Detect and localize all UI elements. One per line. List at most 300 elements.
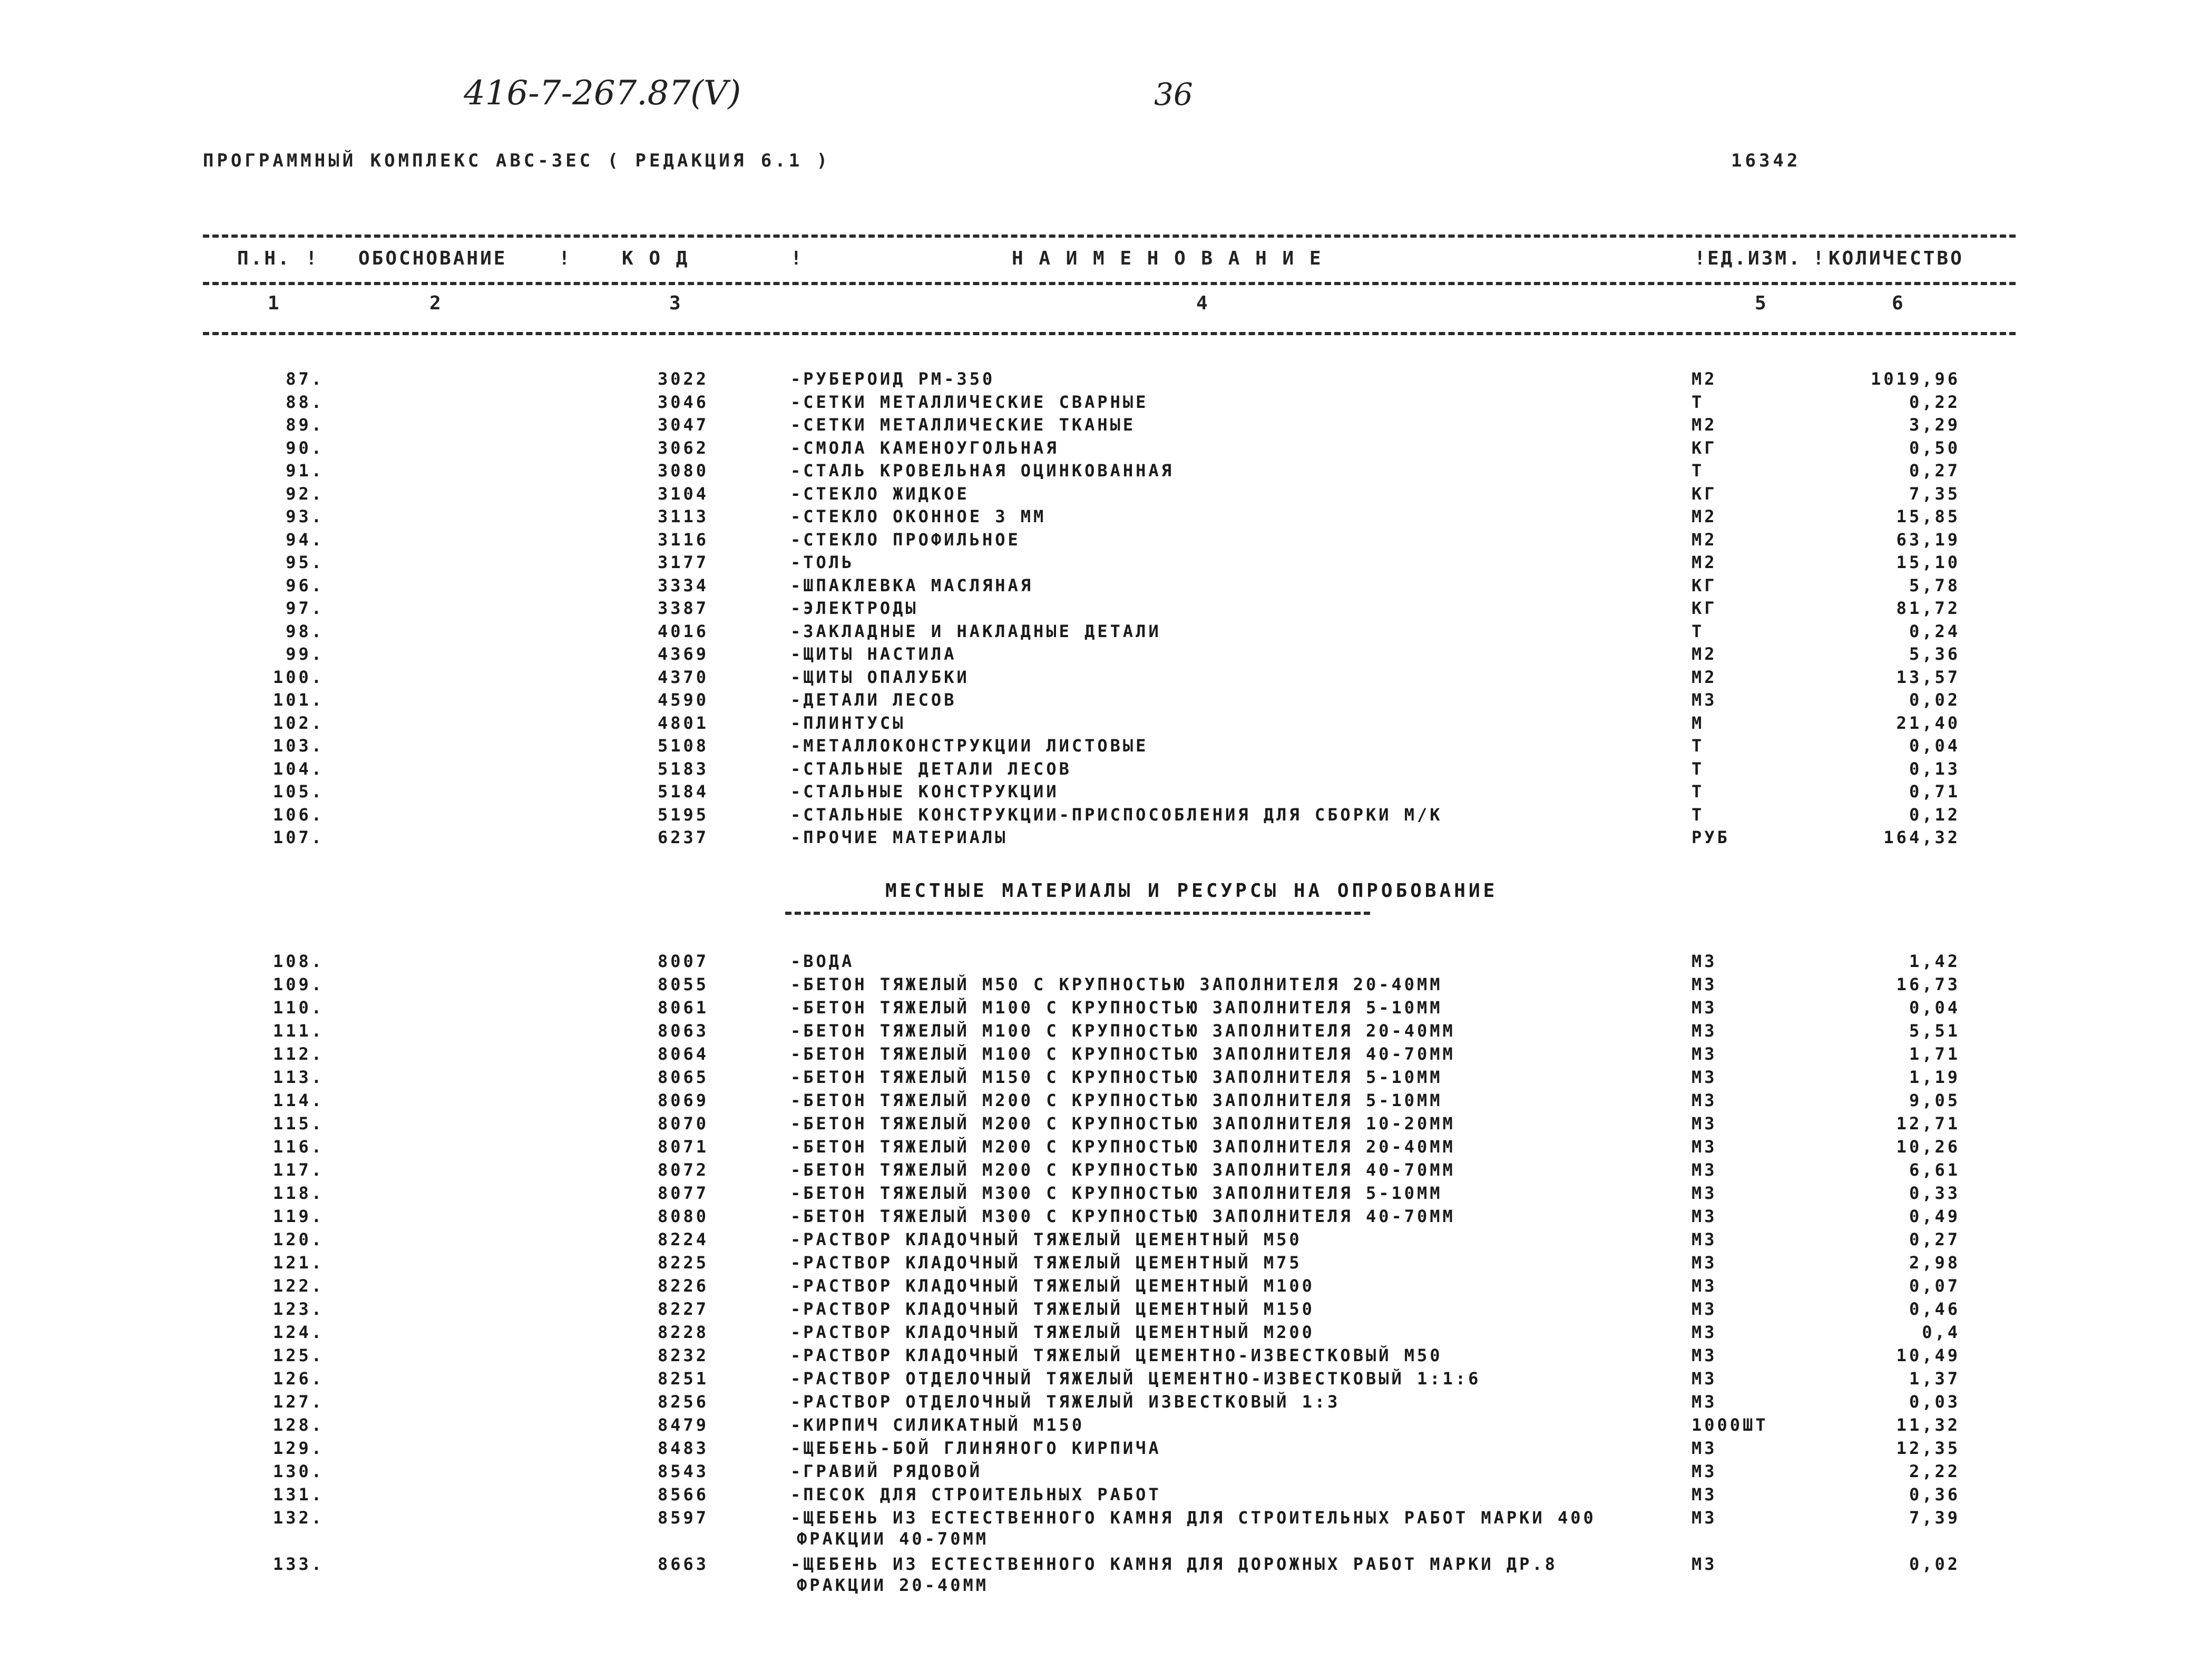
- row-code: 6237: [657, 827, 709, 847]
- row-code: 3047: [657, 415, 709, 435]
- row-code: 8663: [657, 1554, 709, 1574]
- row-number: 125.: [272, 1345, 324, 1365]
- col-header-name: Н А И М Е Н О В А Н И Е: [1012, 248, 1323, 269]
- row-number: 118.: [272, 1183, 324, 1203]
- table-row: [0, 782, 2209, 805]
- table-row: [0, 805, 2209, 828]
- row-name: -ВОДА: [790, 951, 855, 971]
- row-quantity: 5,51: [1909, 1021, 1960, 1041]
- row-name: -БЕТОН ТЯЖЕЛЫЙ М150 С КРУПНОСТЬЮ ЗАПОЛНИТЕЛЯ 5-10ММ: [790, 1067, 1443, 1087]
- table-row: [0, 1369, 2209, 1392]
- row-quantity: 164,32: [1883, 827, 1960, 847]
- row-quantity: 0,04: [1909, 998, 1960, 1018]
- table-row: [0, 1322, 2209, 1345]
- row-quantity: 0,50: [1909, 437, 1960, 458]
- row-unit: М3: [1692, 1322, 1717, 1342]
- row-number: 111.: [272, 1021, 324, 1041]
- row-quantity: 5,78: [1909, 575, 1960, 595]
- row-number: 114.: [272, 1090, 324, 1110]
- row-name: -СТЕКЛО ПРОФИЛЬНОЕ: [790, 529, 1021, 550]
- row-name: -БЕТОН ТЯЖЕЛЫЙ М200 С КРУПНОСТЬЮ ЗАПОЛНИТЕЛЯ 40-70ММ: [790, 1160, 1455, 1180]
- row-number: 108.: [272, 951, 324, 971]
- row-unit: М3: [1692, 1345, 1717, 1365]
- row-unit: М3: [1692, 1090, 1717, 1110]
- table-row: [0, 369, 2209, 392]
- col-separator: !: [1694, 248, 1708, 269]
- row-number: 95.: [286, 552, 324, 572]
- table-row: [0, 1183, 2209, 1206]
- row-unit: М3: [1692, 1229, 1717, 1249]
- row-quantity: 1,42: [1909, 951, 1960, 971]
- row-name: -БЕТОН ТЯЖЕЛЫЙ М200 С КРУПНОСТЬЮ ЗАПОЛНИТЕЛЯ 5-10ММ: [790, 1090, 1443, 1110]
- col-separator: !: [559, 248, 572, 269]
- row-name: -РАСТВОР КЛАДОЧНЫЙ ТЯЖЕЛЫЙ ЦЕМЕНТНЫЙ М200: [790, 1322, 1315, 1342]
- row-name: -СЕТКИ МЕТАЛЛИЧЕСКИЕ СВАРНЫЕ: [790, 392, 1149, 412]
- row-number: 96.: [286, 575, 324, 595]
- row-code: 3046: [657, 392, 709, 412]
- row-quantity: 0,27: [1909, 1229, 1960, 1249]
- row-code: 8483: [657, 1438, 709, 1458]
- row-name: -БЕТОН ТЯЖЕЛЫЙ М200 С КРУПНОСТЬЮ ЗАПОЛНИТЕЛЯ 10-20ММ: [790, 1114, 1455, 1134]
- row-code: 8072: [657, 1160, 709, 1180]
- row-quantity: 12,71: [1896, 1114, 1960, 1134]
- row-quantity: 21,40: [1896, 712, 1960, 733]
- row-quantity: 0,02: [1909, 1554, 1960, 1574]
- row-number: 99.: [286, 644, 324, 664]
- row-code: 8069: [657, 1090, 709, 1110]
- row-code: 8061: [657, 998, 709, 1018]
- row-unit: Т: [1692, 461, 1705, 481]
- row-number: 90.: [286, 437, 324, 458]
- row-code: 8077: [657, 1183, 709, 1203]
- row-code: 8063: [657, 1021, 709, 1041]
- row-unit: М3: [1692, 1253, 1717, 1273]
- table-row: [0, 1206, 2209, 1229]
- row-number: 122.: [272, 1276, 324, 1296]
- row-unit: Т: [1692, 804, 1705, 825]
- header-rule-top: [203, 235, 2016, 238]
- table-row: [0, 644, 2209, 667]
- row-number: 126.: [272, 1369, 324, 1389]
- row-quantity: 10,26: [1896, 1137, 1960, 1157]
- row-code: 8007: [657, 951, 709, 971]
- row-quantity: 2,22: [1909, 1461, 1960, 1481]
- row-code: 8251: [657, 1369, 709, 1389]
- table-row: [0, 951, 2209, 974]
- table-row: [0, 1044, 2209, 1067]
- row-unit: М3: [1692, 1461, 1717, 1481]
- row-quantity: 0,46: [1909, 1299, 1960, 1319]
- row-quantity: 0,71: [1909, 782, 1960, 802]
- row-code: 8227: [657, 1299, 709, 1319]
- row-name: -КИРПИЧ СИЛИКАТНЫЙ М150: [790, 1415, 1085, 1435]
- table-row: [0, 1392, 2209, 1415]
- row-number: 124.: [272, 1322, 324, 1342]
- row-name: -ЩИТЫ НАСТИЛА: [790, 644, 957, 664]
- table-row: [0, 1345, 2209, 1369]
- row-number: 133.: [272, 1554, 324, 1574]
- table-row: [0, 1484, 2209, 1508]
- col-separator: !: [306, 248, 319, 269]
- table-row: [0, 598, 2209, 621]
- row-quantity: 81,72: [1896, 598, 1960, 618]
- row-number: 93.: [286, 506, 324, 526]
- row-quantity: 7,39: [1909, 1508, 1960, 1528]
- table-row: [0, 1229, 2209, 1253]
- row-unit: Т: [1692, 621, 1705, 641]
- row-code: 4370: [657, 667, 709, 687]
- row-code: 3113: [657, 506, 709, 526]
- row-unit: КГ: [1692, 598, 1717, 618]
- row-quantity: 0,49: [1909, 1206, 1960, 1226]
- row-quantity: 0,22: [1909, 392, 1960, 412]
- row-unit: М: [1692, 712, 1705, 733]
- table-row: [0, 530, 2209, 553]
- table-row: [0, 1508, 2209, 1531]
- row-number: 107.: [272, 827, 324, 847]
- row-number: 109.: [272, 974, 324, 994]
- section-title-underline: [785, 912, 1370, 915]
- row-quantity: 0,27: [1909, 461, 1960, 481]
- program-title: ПРОГРАММНЫЙ КОМПЛЕКС АВС-ЗЕС ( РЕДАКЦИЯ 6.1 ): [203, 150, 831, 171]
- row-unit: М3: [1692, 690, 1717, 710]
- row-unit: М3: [1692, 1183, 1717, 1203]
- col-number: 5: [1755, 292, 1768, 314]
- table-row: [0, 736, 2209, 759]
- row-code: 8225: [657, 1253, 709, 1273]
- row-name: -БЕТОН ТЯЖЕЛЫЙ М100 С КРУПНОСТЬЮ ЗАПОЛНИТЕЛЯ 40-70ММ: [790, 1044, 1455, 1064]
- row-unit: М3: [1692, 1554, 1717, 1574]
- row-code: 8071: [657, 1137, 709, 1157]
- row-unit: Т: [1692, 782, 1705, 802]
- row-quantity: 0,24: [1909, 621, 1960, 641]
- row-name-continuation: ФРАКЦИИ 20-40ММ: [797, 1575, 989, 1595]
- row-quantity: 1,19: [1909, 1067, 1960, 1087]
- row-number: 92.: [286, 483, 324, 504]
- table-row: [0, 621, 2209, 644]
- row-number: 88.: [286, 392, 324, 412]
- row-quantity: 0,12: [1909, 804, 1960, 825]
- row-unit: 1000ШТ: [1692, 1415, 1768, 1435]
- row-name-continuation: ФРАКЦИИ 40-70ММ: [797, 1529, 989, 1549]
- row-code: 8224: [657, 1229, 709, 1249]
- row-name: -БЕТОН ТЯЖЕЛЫЙ М300 С КРУПНОСТЬЮ ЗАПОЛНИТЕЛЯ 5-10ММ: [790, 1183, 1443, 1203]
- col-header-code: К О Д: [622, 248, 690, 269]
- row-code: 3062: [657, 437, 709, 458]
- row-code: 3334: [657, 575, 709, 595]
- section-title: МЕСТНЫЕ МАТЕРИАЛЫ И РЕСУРСЫ НА ОПРОБОВАНИЕ: [885, 880, 1498, 902]
- row-unit: КГ: [1692, 483, 1717, 504]
- table-row: [0, 1276, 2209, 1299]
- row-number: 120.: [272, 1229, 324, 1249]
- row-code: 8543: [657, 1461, 709, 1481]
- row-unit: М3: [1692, 1392, 1717, 1412]
- row-unit: Т: [1692, 736, 1705, 756]
- row-quantity: 0,07: [1909, 1276, 1960, 1296]
- row-unit: М2: [1692, 667, 1717, 687]
- row-unit: М3: [1692, 1369, 1717, 1389]
- row-name: -ЗАКЛАДНЫЕ И НАКЛАДНЫЕ ДЕТАЛИ: [790, 621, 1161, 641]
- row-unit: М3: [1692, 1206, 1717, 1226]
- row-name: -ЩИТЫ ОПАЛУБКИ: [790, 667, 970, 687]
- row-name: -РАСТВОР КЛАДОЧНЫЙ ТЯЖЕЛЫЙ ЦЕМЕНТНЫЙ М75: [790, 1253, 1302, 1273]
- row-name: -РАСТВОР КЛАДОЧНЫЙ ТЯЖЕЛЫЙ ЦЕМЕНТНЫЙ М150: [790, 1299, 1315, 1319]
- row-unit: М2: [1692, 369, 1717, 389]
- row-name: -ПЕСОК ДЛЯ СТРОИТЕЛЬНЫХ РАБОТ: [790, 1484, 1161, 1505]
- row-name: -СМОЛА КАМЕНОУГОЛЬНАЯ: [790, 437, 1059, 458]
- row-code: 8566: [657, 1484, 709, 1505]
- table-row: [0, 484, 2209, 507]
- row-quantity: 13,57: [1896, 667, 1960, 687]
- row-unit: М3: [1692, 1160, 1717, 1180]
- row-unit: Т: [1692, 758, 1705, 779]
- row-unit: М3: [1692, 951, 1717, 971]
- row-code: 4016: [657, 621, 709, 641]
- document-code: 416-7-267.87(Ⅴ): [464, 74, 741, 113]
- row-name: -РАСТВОР ОТДЕЛОЧНЫЙ ТЯЖЕЛЫЙ ИЗВЕСТКОВЫЙ 1:3: [790, 1392, 1341, 1412]
- row-name: -СТАЛЬНЫЕ КОНСТРУКЦИИ: [790, 782, 1059, 802]
- row-code: 3022: [657, 369, 709, 389]
- table-row: [0, 1438, 2209, 1461]
- row-unit: М3: [1692, 1438, 1717, 1458]
- row-quantity: 7,35: [1909, 483, 1960, 504]
- table-row: [0, 1090, 2209, 1114]
- row-number: 105.: [272, 782, 324, 802]
- row-unit: М3: [1692, 1137, 1717, 1157]
- table-row: [0, 690, 2209, 713]
- row-number: 112.: [272, 1044, 324, 1064]
- row-quantity: 0,33: [1909, 1183, 1960, 1203]
- row-unit: М3: [1692, 1484, 1717, 1505]
- row-quantity: 0,02: [1909, 690, 1960, 710]
- row-code: 8256: [657, 1392, 709, 1412]
- row-name: -БЕТОН ТЯЖЕЛЫЙ М300 С КРУПНОСТЬЮ ЗАПОЛНИТЕЛЯ 40-70ММ: [790, 1206, 1455, 1226]
- row-number: 94.: [286, 529, 324, 550]
- row-code: 4801: [657, 712, 709, 733]
- table-row: [0, 1021, 2209, 1044]
- row-code: 4369: [657, 644, 709, 664]
- table-row: [0, 759, 2209, 782]
- table-row: [0, 974, 2209, 998]
- row-unit: М3: [1692, 1114, 1717, 1134]
- row-code: 3116: [657, 529, 709, 550]
- row-number: 100.: [272, 667, 324, 687]
- row-unit: М3: [1692, 1044, 1717, 1064]
- row-number: 129.: [272, 1438, 324, 1458]
- row-unit: КГ: [1692, 437, 1717, 458]
- row-name: -РАСТВОР ОТДЕЛОЧНЫЙ ТЯЖЕЛЫЙ ЦЕМЕНТНО-ИЗВЕСТКОВЫЙ 1:1:6: [790, 1369, 1481, 1389]
- row-code: 8055: [657, 974, 709, 994]
- row-name: -МЕТАЛЛОКОНСТРУКЦИИ ЛИСТОВЫЕ: [790, 736, 1149, 756]
- row-quantity: 0,13: [1909, 758, 1960, 779]
- row-unit: КГ: [1692, 575, 1717, 595]
- col-header-basis: ОБОСНОВАНИЕ: [358, 248, 507, 269]
- row-code: 3387: [657, 598, 709, 618]
- row-quantity: 1019,96: [1871, 369, 1960, 389]
- row-quantity: 63,19: [1896, 529, 1960, 550]
- row-unit: РУБ: [1692, 827, 1730, 847]
- row-code: 8065: [657, 1067, 709, 1087]
- row-name: -БЕТОН ТЯЖЕЛЫЙ М200 С КРУПНОСТЬЮ ЗАПОЛНИТЕЛЯ 20-40ММ: [790, 1137, 1455, 1157]
- row-number: 127.: [272, 1392, 324, 1412]
- col-header-unit: ЕД.ИЗМ.: [1707, 248, 1802, 269]
- table-row: [0, 827, 2209, 851]
- table-row: [0, 1114, 2209, 1137]
- header-rule-middle: [203, 282, 2016, 285]
- page-number: 36: [1154, 76, 1193, 112]
- row-code: 3080: [657, 461, 709, 481]
- table-row: [0, 1067, 2209, 1090]
- document-number: 16342: [1731, 150, 1801, 171]
- col-number: 4: [1196, 292, 1210, 314]
- row-number: 123.: [272, 1299, 324, 1319]
- table-row: [0, 438, 2209, 461]
- row-number: 128.: [272, 1415, 324, 1435]
- row-quantity: 5,36: [1909, 644, 1960, 664]
- row-name: -ЩЕБЕНЬ ИЗ ЕСТЕСТВЕННОГО КАМНЯ ДЛЯ СТРОИТЕЛЬНЫХ РАБОТ МАРКИ 400: [790, 1508, 1596, 1528]
- table-row: [0, 1415, 2209, 1438]
- row-unit: М3: [1692, 974, 1717, 994]
- row-name: -ГРАВИЙ РЯДОВОЙ: [790, 1461, 982, 1481]
- row-number: 98.: [286, 621, 324, 641]
- row-code: 3177: [657, 552, 709, 572]
- table-row: [0, 392, 2209, 415]
- row-number: 119.: [272, 1206, 324, 1226]
- row-code: 8070: [657, 1114, 709, 1134]
- row-number: 101.: [272, 690, 324, 710]
- row-unit: М3: [1692, 1508, 1717, 1528]
- row-quantity: 6,61: [1909, 1160, 1960, 1180]
- table-row: [0, 1137, 2209, 1160]
- row-quantity: 10,49: [1896, 1345, 1960, 1365]
- row-name: -ШПАКЛЕВКА МАСЛЯНАЯ: [790, 575, 1034, 595]
- row-name: -ДЕТАЛИ ЛЕСОВ: [790, 690, 957, 710]
- row-quantity: 16,73: [1896, 974, 1960, 994]
- row-number: 106.: [272, 804, 324, 825]
- row-code: 8232: [657, 1345, 709, 1365]
- row-name: -ЩЕБЕНЬ-БОЙ ГЛИНЯНОГО КИРПИЧА: [790, 1438, 1161, 1458]
- row-name: -БЕТОН ТЯЖЕЛЫЙ М100 С КРУПНОСТЬЮ ЗАПОЛНИТЕЛЯ 5-10ММ: [790, 998, 1443, 1018]
- row-unit: М2: [1692, 506, 1717, 526]
- row-quantity: 0,03: [1909, 1392, 1960, 1412]
- row-code: 4590: [657, 690, 709, 710]
- row-name: -СТЕКЛО ЖИДКОЕ: [790, 483, 970, 504]
- row-unit: М3: [1692, 1021, 1717, 1041]
- col-header-quantity: КОЛИЧЕСТВО: [1829, 248, 1964, 269]
- row-number: 104.: [272, 758, 324, 779]
- row-name: -ЩЕБЕНЬ ИЗ ЕСТЕСТВЕННОГО КАМНЯ ДЛЯ ДОРОЖНЫХ РАБОТ МАРКИ ДР.8: [790, 1554, 1558, 1574]
- table-row: [0, 1299, 2209, 1322]
- row-name: -СТЕКЛО ОКОННОЕ 3 ММ: [790, 506, 1047, 526]
- row-unit: Т: [1692, 392, 1705, 412]
- row-code: 5183: [657, 758, 709, 779]
- row-number: 132.: [272, 1508, 324, 1528]
- table-row: [0, 667, 2209, 690]
- row-number: 97.: [286, 598, 324, 618]
- row-number: 130.: [272, 1461, 324, 1481]
- table-row: [0, 1554, 2209, 1577]
- row-name: -СЕТКИ МЕТАЛЛИЧЕСКИЕ ТКАНЫЕ: [790, 415, 1136, 435]
- row-number: 116.: [272, 1137, 324, 1157]
- table-row: [0, 552, 2209, 575]
- row-name: -СТАЛЬ КРОВЕЛЬНАЯ ОЦИНКОВАННАЯ: [790, 461, 1174, 481]
- row-number: 87.: [286, 369, 324, 389]
- table-row: [0, 998, 2209, 1021]
- row-number: 115.: [272, 1114, 324, 1134]
- row-number: 121.: [272, 1253, 324, 1273]
- row-unit: М3: [1692, 1299, 1717, 1319]
- table-row: [0, 1461, 2209, 1484]
- row-quantity: 0,04: [1909, 736, 1960, 756]
- row-unit: М2: [1692, 529, 1717, 550]
- row-number: 131.: [272, 1484, 324, 1505]
- row-unit: М2: [1692, 644, 1717, 664]
- table-row: [0, 713, 2209, 736]
- row-number: 113.: [272, 1067, 324, 1087]
- row-quantity: 1,37: [1909, 1369, 1960, 1389]
- row-quantity: 0,4: [1922, 1322, 1960, 1342]
- row-name: -РАСТВОР КЛАДОЧНЫЙ ТЯЖЕЛЫЙ ЦЕМЕНТНЫЙ М50: [790, 1229, 1302, 1249]
- col-number: 3: [669, 292, 683, 314]
- header-rule-bottom: [203, 332, 2016, 335]
- table-row: [0, 506, 2209, 530]
- row-code: 8064: [657, 1044, 709, 1064]
- row-quantity: 9,05: [1909, 1090, 1960, 1110]
- row-name: -ЭЛЕКТРОДЫ: [790, 598, 918, 618]
- row-code: 8479: [657, 1415, 709, 1435]
- row-quantity: 15,85: [1896, 506, 1960, 526]
- row-name: -БЕТОН ТЯЖЕЛЫЙ М100 С КРУПНОСТЬЮ ЗАПОЛНИТЕЛЯ 20-40ММ: [790, 1021, 1455, 1041]
- row-number: 117.: [272, 1160, 324, 1180]
- table-row: [0, 1253, 2209, 1276]
- row-name: -ПРОЧИЕ МАТЕРИАЛЫ: [790, 827, 1008, 847]
- row-name: -СТАЛЬНЫЕ ДЕТАЛИ ЛЕСОВ: [790, 758, 1072, 779]
- col-number: 2: [429, 292, 443, 314]
- col-separator: !: [1813, 248, 1826, 269]
- row-name: -БЕТОН ТЯЖЕЛЫЙ М50 С КРУПНОСТЬЮ ЗАПОЛНИТЕЛЯ 20-40ММ: [790, 974, 1443, 994]
- row-quantity: 1,71: [1909, 1044, 1960, 1064]
- row-code: 3104: [657, 483, 709, 504]
- row-number: 91.: [286, 461, 324, 481]
- row-unit: М2: [1692, 415, 1717, 435]
- table-row: [0, 415, 2209, 438]
- row-name: -ПЛИНТУСЫ: [790, 712, 906, 733]
- row-quantity: 15,10: [1896, 552, 1960, 572]
- row-code: 8228: [657, 1322, 709, 1342]
- row-unit: М3: [1692, 1067, 1717, 1087]
- row-number: 110.: [272, 998, 324, 1018]
- row-quantity: 2,98: [1909, 1253, 1960, 1273]
- row-name: -ТОЛЬ: [790, 552, 855, 572]
- row-unit: М3: [1692, 998, 1717, 1018]
- row-name: -СТАЛЬНЫЕ КОНСТРУКЦИИ-ПРИСПОСОБЛЕНИЯ ДЛЯ СБОРКИ М/К: [790, 804, 1443, 825]
- row-code: 5108: [657, 736, 709, 756]
- row-code: 8226: [657, 1276, 709, 1296]
- row-unit: М3: [1692, 1276, 1717, 1296]
- table-row: [0, 461, 2209, 484]
- row-quantity: 12,35: [1896, 1438, 1960, 1458]
- table-row: [0, 575, 2209, 599]
- row-name: -РАСТВОР КЛАДОЧНЫЙ ТЯЖЕЛЫЙ ЦЕМЕНТНО-ИЗВЕСТКОВЫЙ М50: [790, 1345, 1443, 1365]
- row-code: 8597: [657, 1508, 709, 1528]
- col-separator: !: [790, 248, 804, 269]
- row-code: 5184: [657, 782, 709, 802]
- row-name: -РАСТВОР КЛАДОЧНЫЙ ТЯЖЕЛЫЙ ЦЕМЕНТНЫЙ М100: [790, 1276, 1315, 1296]
- row-quantity: 3,29: [1909, 415, 1960, 435]
- row-code: 8080: [657, 1206, 709, 1226]
- row-number: 102.: [272, 712, 324, 733]
- row-name: -РУБЕРОИД РМ-350: [790, 369, 995, 389]
